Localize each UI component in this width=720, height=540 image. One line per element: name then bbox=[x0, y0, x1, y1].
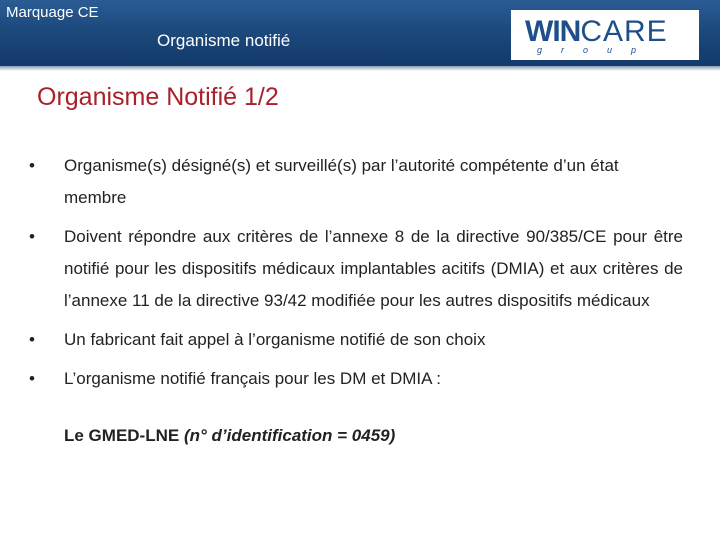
notified-body-name: Le GMED-LNE bbox=[64, 426, 180, 445]
bullet-list bbox=[29, 150, 683, 395]
bullet-text: Un fabricant fait appel à l’organisme notifié de son choix bbox=[64, 330, 486, 349]
notified-body-line bbox=[64, 424, 395, 448]
bullet-item bbox=[29, 363, 683, 395]
bullet-item bbox=[29, 221, 683, 317]
bullet-icon: • bbox=[29, 369, 35, 388]
slide-title: Organisme Notifié 1/2 bbox=[37, 83, 279, 111]
bullet-text: L’organisme notifié français pour les DM et DMIA : bbox=[64, 369, 441, 388]
bullet-icon: • bbox=[29, 156, 35, 175]
logo-wordmark: WINCARE bbox=[525, 15, 668, 48]
bullet-item bbox=[29, 150, 683, 214]
header-title: Organisme notifié bbox=[157, 31, 291, 50]
bullet-text: Doivent répondre aux critères de l’annexe 8 de la directive 90/385/CE pour être notifié pour les dispositifs médicaux implantables acitifs (DMIA) et aux critères de l’annexe 11 de la directive 93/42 modifiée pour les autres dispositifs médicaux bbox=[64, 227, 683, 310]
bullet-item bbox=[29, 324, 683, 356]
bullet-icon: • bbox=[29, 227, 35, 246]
notified-body-id: (n° d’identification = 0459) bbox=[183, 426, 396, 445]
company-logo bbox=[511, 10, 699, 60]
section-label: Marquage CE bbox=[6, 4, 99, 21]
slide-header bbox=[0, 0, 720, 66]
bullet-text: Organisme(s) désigné(s) et surveillé(s) par l’autorité compétente d’un état membre bbox=[64, 156, 619, 207]
header-shadow bbox=[0, 66, 720, 71]
bullet-icon: • bbox=[29, 330, 35, 349]
logo-subtitle: group bbox=[537, 45, 656, 55]
